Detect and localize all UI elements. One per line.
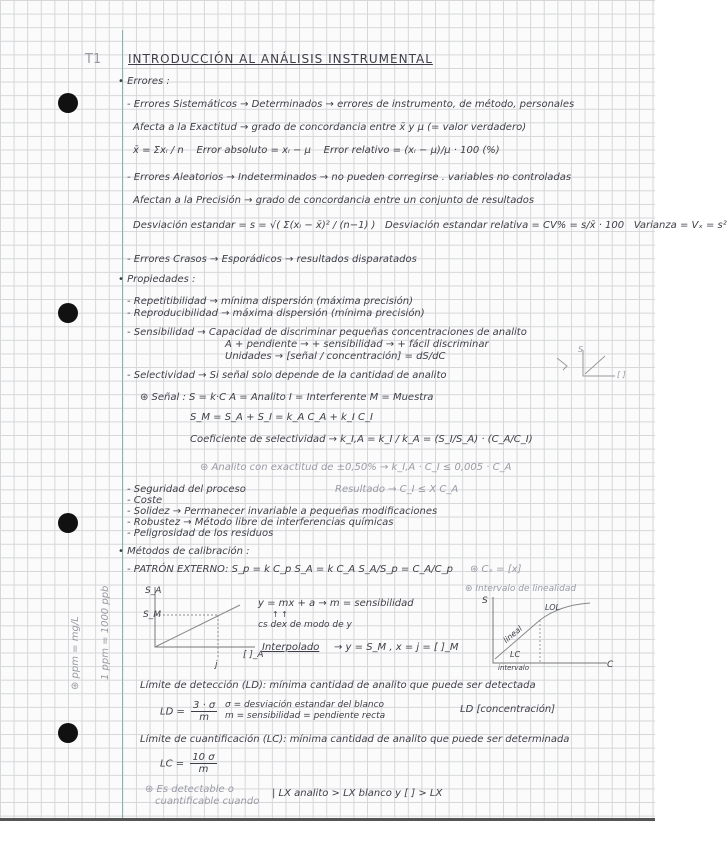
graph-y-label: S_A bbox=[145, 586, 162, 596]
propiedades-heading: • Propiedades : bbox=[118, 274, 196, 285]
punch-hole bbox=[58, 303, 78, 323]
selectividad: - Selectividad → Si señal solo depende de la cantidad de analito bbox=[127, 370, 447, 381]
sketch-axis-c: [ ] bbox=[617, 370, 626, 379]
ld-numerator: 3 · σ bbox=[193, 700, 216, 711]
errores-heading: • Errores : bbox=[118, 76, 170, 87]
pendiente-line: A + pendiente → + sensibilidad → + fácil discriminar bbox=[225, 339, 489, 350]
intervalo-axis-s: S bbox=[482, 596, 488, 606]
graph-j-label: j bbox=[215, 660, 218, 670]
formula-row-1 bbox=[133, 145, 500, 156]
page-title: INTRODUCCIÓN AL ANÁLISIS INSTRUMENTAL bbox=[128, 52, 433, 66]
lc-denominator: m bbox=[198, 764, 209, 775]
intervalo-axis-c: C bbox=[607, 660, 614, 670]
errores-aleatorios: - Errores Aleatorios → Indeterminados → no pueden corregirse . variables no controladas bbox=[127, 172, 572, 183]
ld-unit: LD [concentración] bbox=[460, 704, 556, 715]
cx-note: ⊛ Cₓ = [x] bbox=[470, 564, 522, 575]
media-formula: x̄ = Σxᵢ / n bbox=[133, 145, 184, 156]
coste: - Coste bbox=[127, 495, 163, 506]
errores-crasos: - Errores Crasos → Esporádicos → resultados disparatados bbox=[127, 254, 417, 265]
lc-lhs: LC = bbox=[160, 758, 185, 770]
detectable-note-2: cuantificable cuando bbox=[155, 796, 260, 807]
senal-line: ⊛ Señal : S = k·C A = Analito I = Interferente M = Muestra bbox=[140, 392, 434, 403]
ppb-note: 1 ppm = 1000 ppb bbox=[100, 585, 111, 680]
ld-lhs: LD = bbox=[160, 706, 185, 718]
desviacion-formula: Desviación estandar = s = √( Σ(xᵢ − x̄)² / (n−1) ) bbox=[133, 220, 376, 231]
peligrosidad: - Peligrosidad de los residuos bbox=[127, 528, 274, 539]
punch-hole bbox=[58, 93, 78, 113]
graph-x-label: [ ]_A bbox=[243, 650, 264, 660]
intervalo-label: intervalo bbox=[498, 664, 529, 672]
resultado-note: Resultado → C_I ≤ X C_A bbox=[335, 484, 459, 495]
exactitud-note: ⊛ Analito con exactitud de ±0,50% → k_I,A · C_I ≤ 0,005 · C_A bbox=[200, 462, 512, 473]
calibracion-heading: • Métodos de calibración : bbox=[118, 546, 250, 557]
precision-line: Afectan a la Precisión → grado de concordancia entre un conjunto de resultados bbox=[133, 195, 535, 206]
punch-hole bbox=[58, 513, 78, 533]
page-bottom-edge bbox=[0, 818, 655, 848]
recta-formula: y = mx + a → m = sensibilidad bbox=[258, 598, 414, 609]
error-absoluto-formula: Error absoluto = xᵢ − μ bbox=[196, 145, 311, 156]
ppm-note: ⊛ ppm = mg/L bbox=[70, 616, 81, 690]
varianza-formula: Varianza = Vₓ = s² bbox=[633, 220, 727, 231]
lc-numerator: 10 σ bbox=[192, 752, 215, 763]
patron-externo: - PATRÓN EXTERNO: S_p = k C_p S_A = k C_A S_A/S_p = C_A/C_p bbox=[127, 564, 453, 575]
solidez: - Solidez → Permanecer invariable a pequeñas modificaciones bbox=[127, 506, 438, 517]
topic-label: T1 bbox=[85, 52, 102, 67]
cv-formula: Desviación estandar relativa = CV% = s/x̄ · 100 bbox=[385, 220, 625, 231]
errores-sistematicos: - Errores Sistemáticos → Determinados → errores de instrumento, de método, personales bbox=[127, 99, 575, 110]
sketch-axis-s: S bbox=[578, 345, 584, 354]
intervalo-title: ⊛ Intervalo de linealidad bbox=[465, 584, 577, 594]
punch-hole bbox=[58, 723, 78, 743]
sensibilidad: - Sensibilidad → Capacidad de discriminar pequeñas concentraciones de analito bbox=[127, 327, 527, 338]
lc-formula bbox=[160, 752, 220, 775]
repetitibilidad: - Repetitibilidad → mínima dispersión (máxima precisión) bbox=[127, 296, 414, 307]
robustez: - Robustez → Método libre de interferencias químicas bbox=[127, 517, 394, 528]
ld-m-def: m = sensibilidad = pendiente recta bbox=[225, 711, 386, 721]
ld-sigma-def: σ = desviación estandar del blanco bbox=[225, 700, 385, 710]
recta-arrows: ↑ ↑ bbox=[272, 610, 288, 619]
recta-note: cs dex de modo de y bbox=[258, 620, 352, 630]
lineal-label: lineal bbox=[501, 624, 524, 645]
reproducibilidad: - Reproducibilidad → máxima dispersión (mínima precisión) bbox=[127, 308, 425, 319]
graph-sm-label: S_M bbox=[143, 610, 161, 620]
sm-formula: S_M = S_A + S_I = k_A C_A + k_I C_I bbox=[190, 412, 373, 423]
ld-definition: Límite de detección (LD): mínima cantidad de analito que puede ser detectada bbox=[140, 680, 536, 691]
calibration-graph bbox=[140, 585, 260, 665]
ld-formula bbox=[160, 700, 220, 723]
margin-line bbox=[122, 30, 123, 818]
error-relativo-formula: Error relativo = (xᵢ − μ)/μ · 100 (%) bbox=[323, 145, 500, 156]
detectable-condition: | LX analito > LX blanco y [ ] > LX bbox=[272, 788, 443, 799]
detectable-note-1: ⊛ Es detectable o bbox=[145, 784, 234, 795]
lc-label: LC bbox=[510, 650, 521, 659]
unidades-line: Unidades → [señal / concentración] = dS/dC bbox=[225, 351, 446, 362]
formula-row-2 bbox=[133, 220, 727, 231]
seguridad: - Seguridad del proceso bbox=[127, 484, 246, 495]
interpolado-label: Interpolado bbox=[262, 642, 320, 653]
exactitud-line: Afecta a la Exactitud → grado de concordancia entre x̄ y μ (= valor verdadero) bbox=[133, 122, 527, 133]
lc-definition: Límite de cuantificación (LC): mínima cantidad de analito que puede ser determinada bbox=[140, 734, 570, 745]
ld-denominator: m bbox=[199, 712, 210, 723]
lol-label: LOL bbox=[545, 603, 560, 612]
interpolado-result: → y = S_M , x = j = [ ]_M bbox=[334, 642, 459, 653]
coeficiente-selectividad: Coeficiente de selectividad → k_I,A = k_I / k_A = (S_I/S_A) · (C_A/C_I) bbox=[190, 434, 533, 445]
